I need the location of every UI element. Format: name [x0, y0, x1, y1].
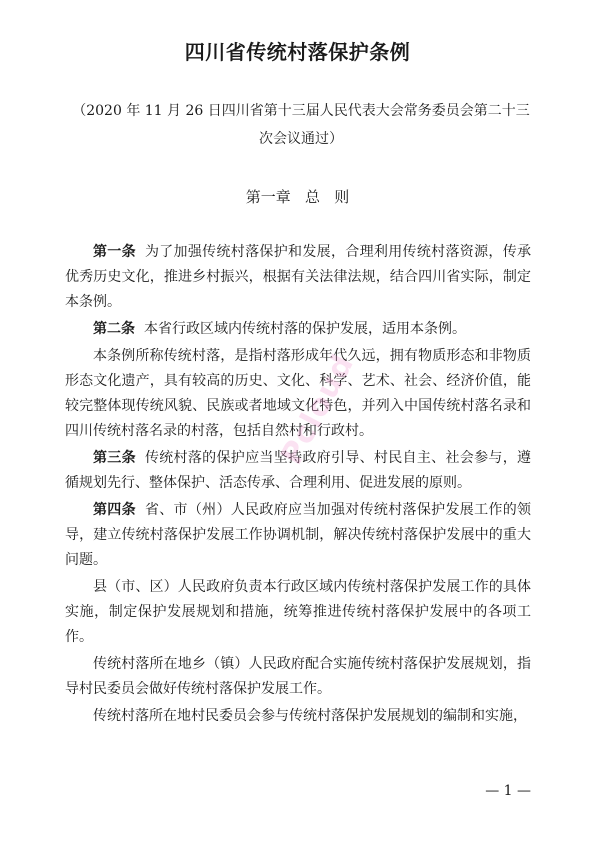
article-label: 第三条	[93, 450, 136, 466]
article-label: 第一条	[93, 244, 136, 260]
paragraph	[65, 652, 531, 702]
article-label: 第二条	[93, 321, 135, 337]
paragraph	[65, 240, 531, 315]
paragraph-text: 传统村落所在地村民委员会参与传统村落保护发展规划的编制和实施，	[93, 708, 527, 724]
watermark: Pcloud	[274, 348, 362, 471]
chapter-heading: 第一章 总 则	[245, 188, 350, 206]
paragraph-text: 为了加强传统村落保护和发展，合理利用传统村落资源，传承优秀历史文化，推进乡村振兴，根据有关法律法规，结合四川省实际，制定本条例。	[65, 244, 532, 310]
paragraph-text: 本省行政区域内传统村落的保护发展，适用本条例。	[144, 321, 466, 337]
paragraph-text: 省、市（州）人民政府应当加强对传统村落保护发展工作的领导，建立传统村落保护发展工作协调机制，解决传统村落保护发展中的重大问题。	[65, 502, 532, 568]
paragraph	[65, 575, 531, 650]
article-label: 第四条	[93, 502, 136, 518]
paragraph	[65, 498, 531, 573]
page-number: — 1 —	[485, 783, 531, 799]
paragraph	[65, 704, 531, 729]
adoption-note: （2020 年 11 月 26 日四川省第十三届人民代表大会常务委员会第二十三次会议通过）	[72, 103, 530, 147]
document-body	[65, 240, 531, 731]
document-title: 四川省传统村落保护条例	[184, 40, 411, 64]
paragraph-text: 本条例所称传统村落，是指村落形成年代久远，拥有物质形态和非物质形态文化遗产，具有较高的历史、文化、科学、艺术、社会、经济价值，能较完整体现传统风貌、民族或者地域文化特色，并列入中国传统村落名录和四川传统村落名录的村落，包括自然村和行政村。	[65, 348, 531, 439]
paragraph-text: 传统村落的保护应当坚持政府引导、村民自主、社会参与，遵循规划先行、整体保护、活态传承、合理利用、促进发展的原则。	[65, 450, 532, 491]
paragraph	[65, 317, 531, 342]
paragraph-text: 县（市、区）人民政府负责本行政区域内传统村落保护发展工作的具体实施，制定保护发展规划和措施，统筹推进传统村落保护发展中的各项工作。	[65, 579, 531, 645]
paragraph-text: 传统村落所在地乡（镇）人民政府配合实施传统村落保护发展规划，指导村民委员会做好传统村落保护发展工作。	[65, 656, 531, 697]
